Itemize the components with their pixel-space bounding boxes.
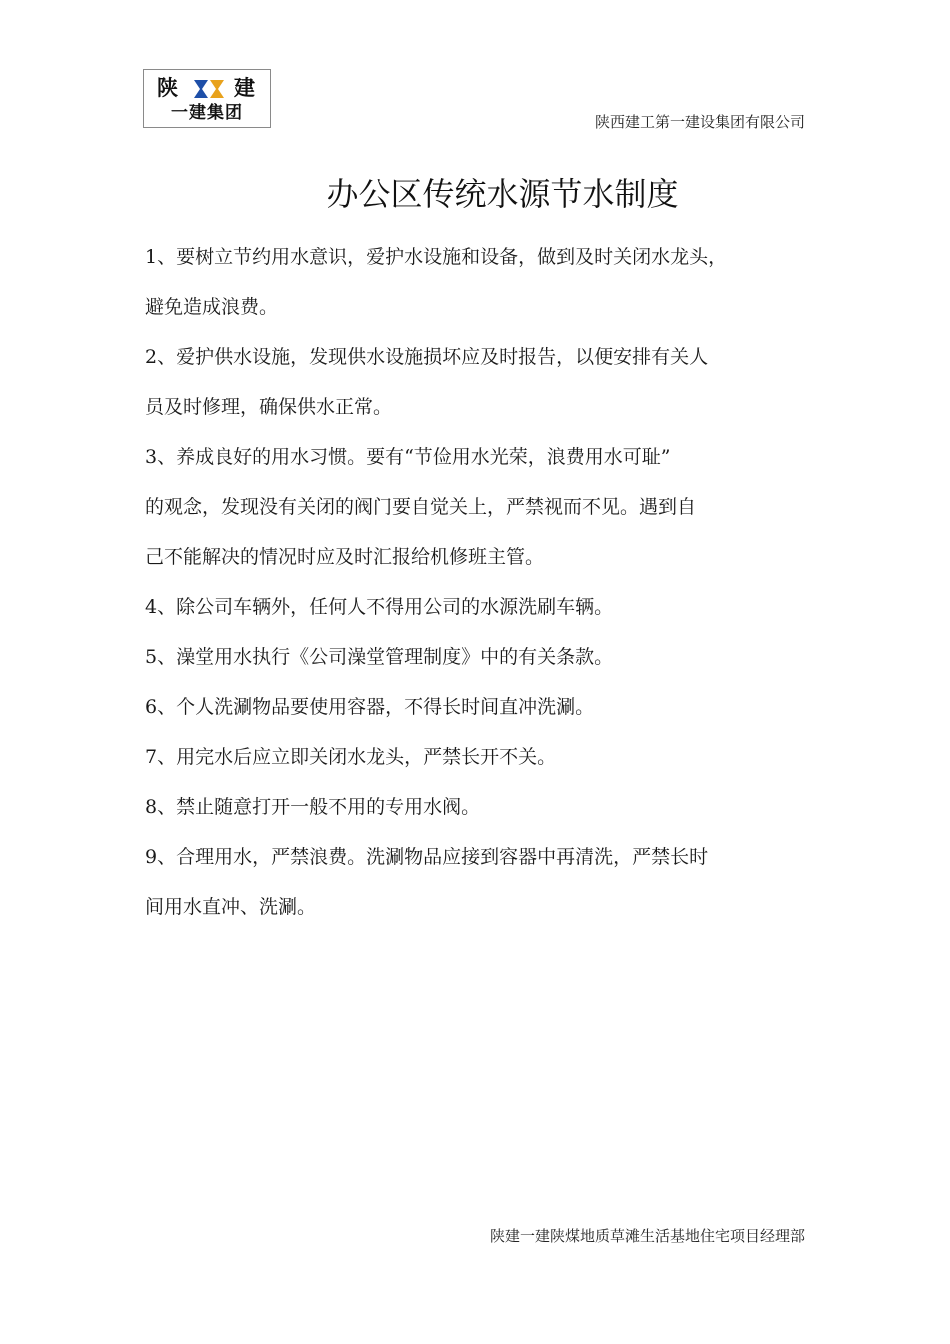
body-line: 1、要树立节约用水意识，爱护水设施和设备，做到及时关闭水龙头， bbox=[145, 246, 728, 268]
body-line: 2、爱护供水设施，发现供水设施损坏应及时报告，以便安排有关人 bbox=[145, 346, 709, 368]
document-body bbox=[145, 238, 825, 938]
logo-top-row bbox=[144, 75, 270, 101]
body-line: 7、用完水后应立即关闭水龙头，严禁长开不关。 bbox=[145, 746, 557, 768]
company-name: 陕西建工第一建设集团有限公司 bbox=[594, 113, 805, 131]
body-line: 3、养成良好的用水习惯。要有“节俭用水光荣，浪费用水可耻” bbox=[145, 446, 671, 468]
logo-char-right: 建 bbox=[234, 76, 255, 100]
body-line: 8、禁止随意打开一般不用的专用水阀。 bbox=[145, 796, 481, 818]
logo-char-left: 陕 bbox=[157, 76, 178, 100]
body-line: 5、澡堂用水执行《公司澡堂管理制度》中的有关条款。 bbox=[145, 646, 614, 668]
logo-mark-icon bbox=[190, 78, 228, 100]
body-line: 的观念，发现没有关闭的阀门要自觉关上，严禁视而不见。遇到自 bbox=[145, 496, 697, 518]
footer-department: 陕建一建陕煤地质草滩生活基地住宅项目经理部 bbox=[489, 1227, 805, 1245]
body-line: 避免造成浪费。 bbox=[145, 296, 279, 318]
company-logo bbox=[143, 69, 271, 128]
body-line: 9、合理用水，严禁浪费。洗涮物品应接到容器中再清洗，严禁长时 bbox=[145, 846, 709, 868]
body-line: 间用水直冲、洗涮。 bbox=[145, 896, 317, 918]
body-line: 员及时修理，确保供水正常。 bbox=[145, 396, 393, 418]
body-line: 己不能解决的情况时应及时汇报给机修班主管。 bbox=[145, 546, 545, 568]
body-line: 6、个人洗涮物品要使用容器，不得长时间直冲洗涮。 bbox=[145, 696, 595, 718]
body-line: 4、除公司车辆外，任何人不得用公司的水源洗刷车辆。 bbox=[145, 596, 614, 618]
logo-bottom-text: 一建集团 bbox=[171, 103, 243, 123]
document-title: 办公区传统水源节水制度 bbox=[326, 175, 679, 213]
